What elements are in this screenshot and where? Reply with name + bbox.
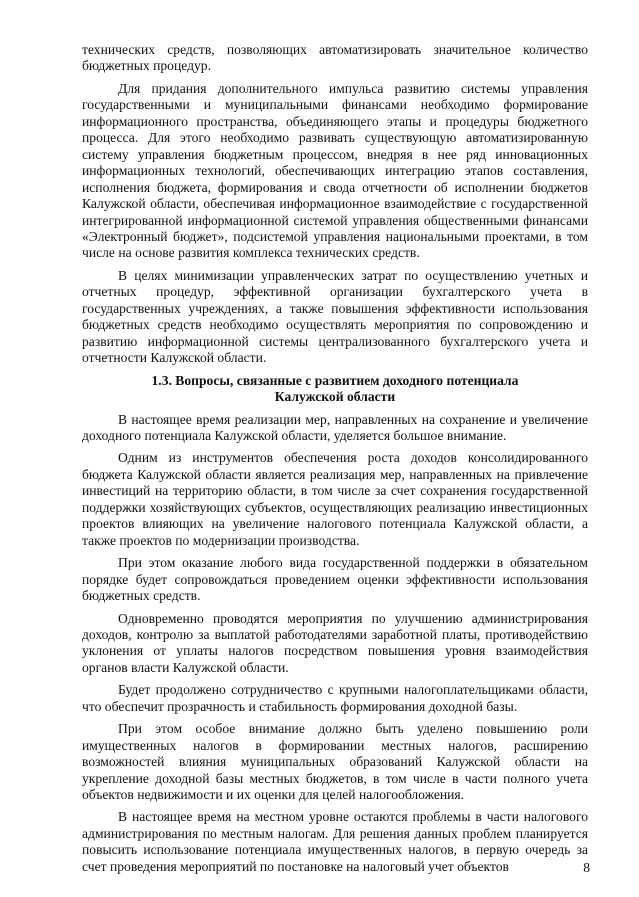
- paragraph: В настоящее время реализации мер, направленных на сохранение и увеличение доходного потенциала Калужской области, уделяется большое внимание.: [82, 411, 588, 443]
- paragraph: Одним из инструментов обеспечения роста доходов консолидированного бюджета Калужской области является реализация мер, направленных на привлечение инвестиций на территорию области, в том числе за счет сохранения государственной поддержки хозяйствующих субъектов, осуществляющих реализацию инвестиционных проектов влияющих на увеличение налогового потенциала Калужской области, а также проектов по модернизации производства.: [82, 450, 588, 548]
- page-body: [82, 42, 588, 881]
- paragraph: Будет продолжено сотрудничество с крупными налогоплательщиками области, что обеспечит прозрачность и стабильность формирования доходной базы.: [82, 682, 588, 714]
- paragraph: При этом особое внимание должно быть уделено повышению роли имущественных налогов в формировании местных налогов, расширению возможностей влияния муниципальных образований Калужской области на укрепление доходной базы местных бюджетов, в том числе в части полного учета объектов недвижимости и их оценки для целей налогообложения.: [82, 721, 588, 803]
- section-heading-line-1: 1.3. Вопросы, связанные с развитием доходного потенциала: [151, 372, 519, 388]
- paragraph: Одновременно проводятся мероприятия по улучшению администрирования доходов, контролю за выплатой работодателями заработной платы, противодействию уклонения от уплаты налогов посредством повышения уровня взаимодействия органов власти Калужской области.: [82, 610, 588, 675]
- paragraph: В настоящее время на местном уровне остаются проблемы в части налогового администрирования по местным налогам. Для решения данных проблем планируется повысить использование потенциала имущественных налогов, в первую очередь за счет проведения мероприятий по постановке на налоговый учет объектов: [82, 809, 588, 874]
- paragraph: При этом оказание любого вида государственной поддержки в обязательном порядке будет сопровождаться проведением оценки эффективности использования бюджетных средств.: [82, 555, 588, 604]
- page-number: 8: [583, 860, 590, 875]
- paragraph: В целях минимизации управленческих затрат по осуществлению учетных и отчетных процедур, эффективной организации бухгалтерского учета в государственных учреждениях, а также повышения эффективности использования бюджетных средств необходимо осуществлять мероприятия по сопровождению и развитию информационной системы централизованного бухгалтерского учета и отчетности Калужской области.: [82, 267, 588, 366]
- paragraph: Для придания дополнительного импульса развитию системы управления государственными и муниципальными финансами необходимо формирование информационного пространства, объединяющего этапы и процедуры бюджетного процесса. Для этого необходимо развивать существующую автоматизированную систему управления бюджетным процессом, внедряя в нее ряд инновационных информационных технологий, обеспечивающих интеграцию этапов составления, исполнения бюджета, формирования и свода отчетности об исполнении бюджетов Калужской области, обеспечивая информационное взаимодействие с государственной интегрированной информационной системой управления общественными финансами «Электронный бюджет», подсистемой управления национальными проектами, в том числе на основе развития комплекса технических средств.: [82, 80, 588, 261]
- section-heading: [82, 373, 588, 406]
- section-heading-line-2: Калужской области: [274, 389, 396, 405]
- paragraph: технических средств, позволяющих автоматизировать значительное количество бюджетных процедур.: [82, 42, 588, 74]
